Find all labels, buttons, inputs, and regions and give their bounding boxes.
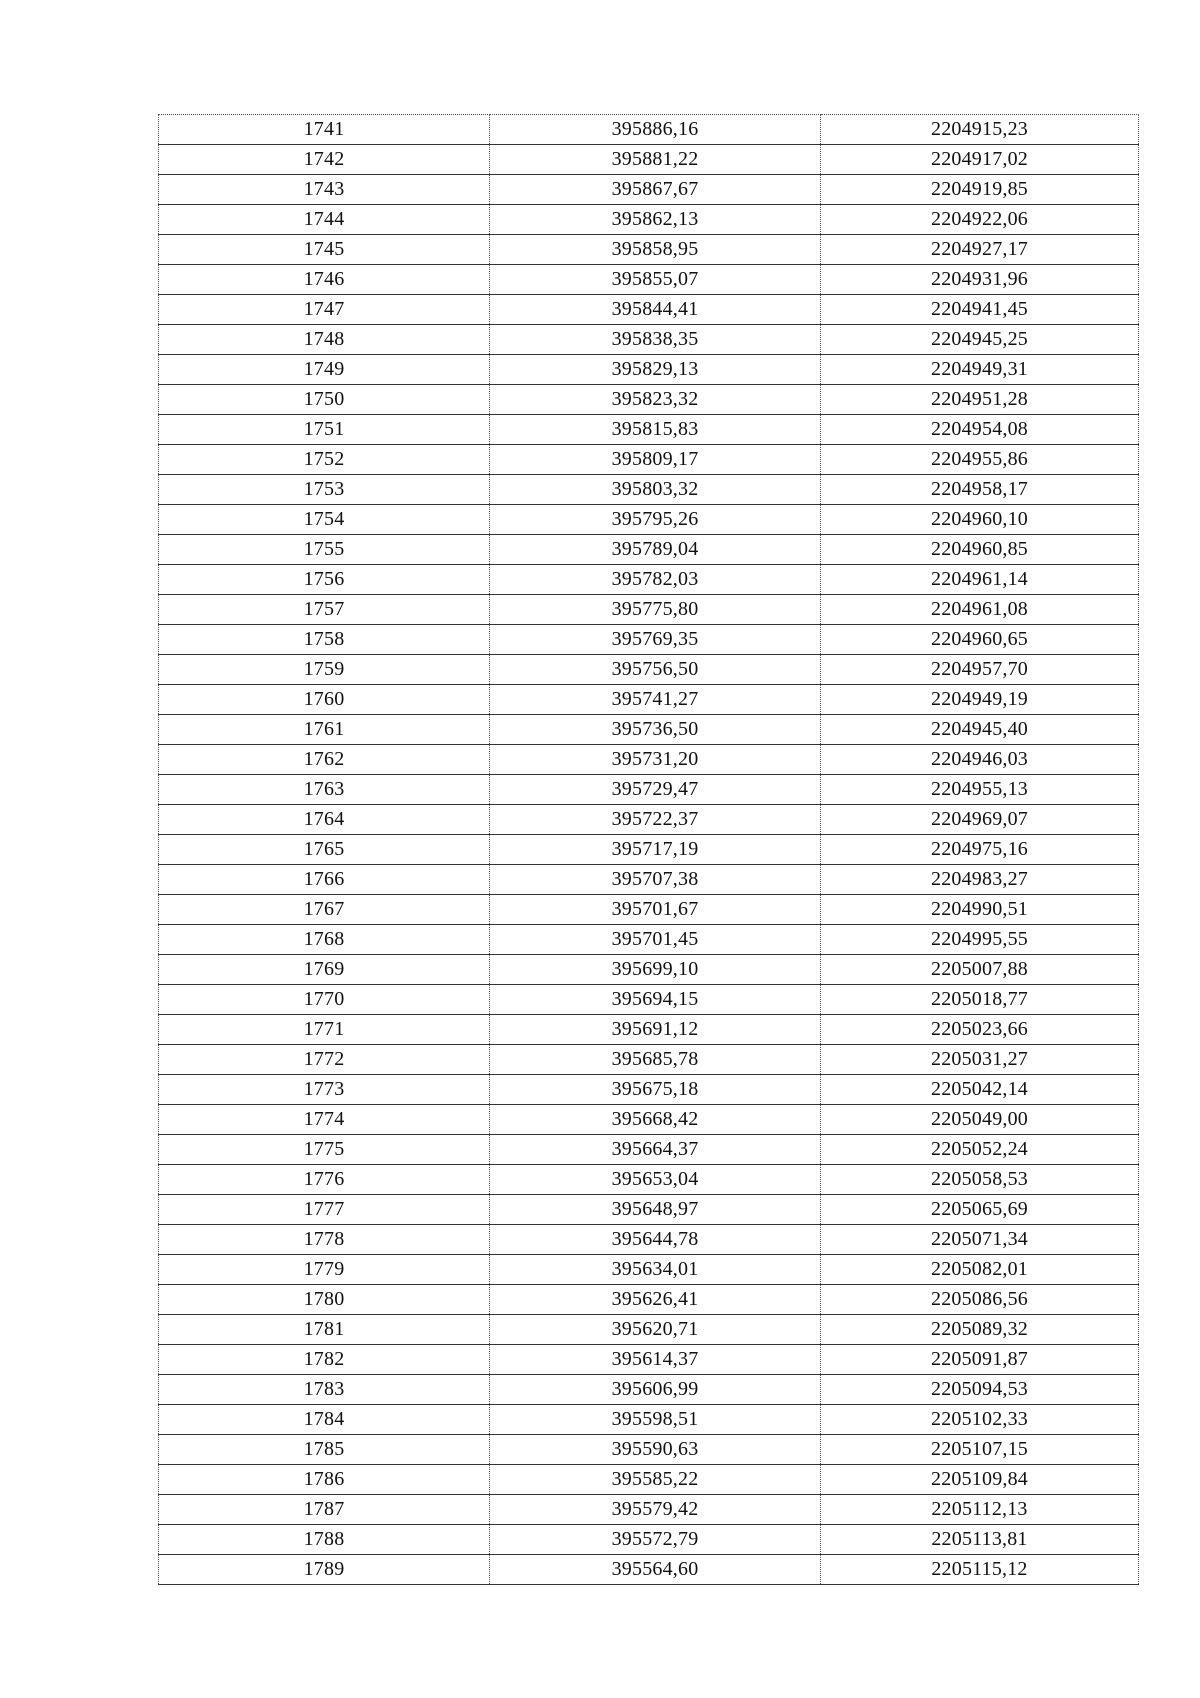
point-number-cell: 1773 [159, 1075, 490, 1105]
x-coordinate-cell: 395675,18 [490, 1075, 821, 1105]
y-coordinate-cell: 2204960,85 [821, 535, 1139, 565]
table-row [159, 985, 1139, 1015]
x-coordinate-cell: 395775,80 [490, 595, 821, 625]
table-row [159, 475, 1139, 505]
point-number-cell: 1780 [159, 1285, 490, 1315]
x-coordinate-cell: 395855,07 [490, 265, 821, 295]
y-coordinate-cell: 2204955,13 [821, 775, 1139, 805]
x-coordinate-cell: 395862,13 [490, 205, 821, 235]
point-number-cell: 1749 [159, 355, 490, 385]
x-coordinate-cell: 395717,19 [490, 835, 821, 865]
y-coordinate-cell: 2204949,19 [821, 685, 1139, 715]
x-coordinate-cell: 395729,47 [490, 775, 821, 805]
y-coordinate-cell: 2204915,23 [821, 115, 1139, 145]
x-coordinate-cell: 395809,17 [490, 445, 821, 475]
x-coordinate-cell: 395756,50 [490, 655, 821, 685]
table-row [159, 1045, 1139, 1075]
x-coordinate-cell: 395614,37 [490, 1345, 821, 1375]
x-coordinate-cell: 395634,01 [490, 1255, 821, 1285]
x-coordinate-cell: 395789,04 [490, 535, 821, 565]
point-number-cell: 1742 [159, 145, 490, 175]
y-coordinate-cell: 2205102,33 [821, 1405, 1139, 1435]
point-number-cell: 1782 [159, 1345, 490, 1375]
y-coordinate-cell: 2204961,08 [821, 595, 1139, 625]
point-number-cell: 1768 [159, 925, 490, 955]
table-row [159, 805, 1139, 835]
x-coordinate-cell: 395579,42 [490, 1495, 821, 1525]
table-row [159, 1255, 1139, 1285]
y-coordinate-cell: 2205031,27 [821, 1045, 1139, 1075]
y-coordinate-cell: 2204945,25 [821, 325, 1139, 355]
point-number-cell: 1779 [159, 1255, 490, 1285]
x-coordinate-cell: 395829,13 [490, 355, 821, 385]
x-coordinate-cell: 395590,63 [490, 1435, 821, 1465]
point-number-cell: 1775 [159, 1135, 490, 1165]
y-coordinate-cell: 2205091,87 [821, 1345, 1139, 1375]
y-coordinate-cell: 2205042,14 [821, 1075, 1139, 1105]
table-row [159, 505, 1139, 535]
table-row [159, 835, 1139, 865]
point-number-cell: 1745 [159, 235, 490, 265]
x-coordinate-cell: 395731,20 [490, 745, 821, 775]
y-coordinate-cell: 2204960,10 [821, 505, 1139, 535]
y-coordinate-cell: 2205052,24 [821, 1135, 1139, 1165]
x-coordinate-cell: 395769,35 [490, 625, 821, 655]
table-row [159, 715, 1139, 745]
point-number-cell: 1743 [159, 175, 490, 205]
y-coordinate-cell: 2204922,06 [821, 205, 1139, 235]
x-coordinate-cell: 395858,95 [490, 235, 821, 265]
y-coordinate-cell: 2204983,27 [821, 865, 1139, 895]
x-coordinate-cell: 395685,78 [490, 1045, 821, 1075]
y-coordinate-cell: 2204946,03 [821, 745, 1139, 775]
x-coordinate-cell: 395701,67 [490, 895, 821, 925]
x-coordinate-cell: 395572,79 [490, 1525, 821, 1555]
point-number-cell: 1771 [159, 1015, 490, 1045]
point-number-cell: 1765 [159, 835, 490, 865]
y-coordinate-cell: 2204995,55 [821, 925, 1139, 955]
point-number-cell: 1787 [159, 1495, 490, 1525]
x-coordinate-cell: 395664,37 [490, 1135, 821, 1165]
x-coordinate-cell: 395707,38 [490, 865, 821, 895]
point-number-cell: 1754 [159, 505, 490, 535]
y-coordinate-cell: 2204969,07 [821, 805, 1139, 835]
x-coordinate-cell: 395585,22 [490, 1465, 821, 1495]
table-row [159, 145, 1139, 175]
table-row [159, 925, 1139, 955]
y-coordinate-cell: 2205023,66 [821, 1015, 1139, 1045]
table-row [159, 1345, 1139, 1375]
point-number-cell: 1753 [159, 475, 490, 505]
point-number-cell: 1761 [159, 715, 490, 745]
table-row [159, 535, 1139, 565]
table-row [159, 775, 1139, 805]
y-coordinate-cell: 2205049,00 [821, 1105, 1139, 1135]
y-coordinate-cell: 2204917,02 [821, 145, 1139, 175]
table-row [159, 1495, 1139, 1525]
point-number-cell: 1760 [159, 685, 490, 715]
point-number-cell: 1769 [159, 955, 490, 985]
point-number-cell: 1788 [159, 1525, 490, 1555]
x-coordinate-cell: 395823,32 [490, 385, 821, 415]
point-number-cell: 1748 [159, 325, 490, 355]
coordinate-table-body [159, 115, 1139, 1585]
x-coordinate-cell: 395815,83 [490, 415, 821, 445]
point-number-cell: 1758 [159, 625, 490, 655]
table-row [159, 625, 1139, 655]
point-number-cell: 1752 [159, 445, 490, 475]
point-number-cell: 1744 [159, 205, 490, 235]
y-coordinate-cell: 2204958,17 [821, 475, 1139, 505]
table-row [159, 415, 1139, 445]
point-number-cell: 1783 [159, 1375, 490, 1405]
x-coordinate-cell: 395736,50 [490, 715, 821, 745]
y-coordinate-cell: 2205089,32 [821, 1315, 1139, 1345]
y-coordinate-cell: 2205115,12 [821, 1555, 1139, 1585]
y-coordinate-cell: 2204961,14 [821, 565, 1139, 595]
point-number-cell: 1763 [159, 775, 490, 805]
point-number-cell: 1750 [159, 385, 490, 415]
point-number-cell: 1764 [159, 805, 490, 835]
point-number-cell: 1777 [159, 1195, 490, 1225]
y-coordinate-cell: 2205007,88 [821, 955, 1139, 985]
y-coordinate-cell: 2204941,45 [821, 295, 1139, 325]
point-number-cell: 1766 [159, 865, 490, 895]
y-coordinate-cell: 2205086,56 [821, 1285, 1139, 1315]
table-row [159, 955, 1139, 985]
y-coordinate-cell: 2204951,28 [821, 385, 1139, 415]
y-coordinate-cell: 2205107,15 [821, 1435, 1139, 1465]
point-number-cell: 1774 [159, 1105, 490, 1135]
point-number-cell: 1762 [159, 745, 490, 775]
y-coordinate-cell: 2204955,86 [821, 445, 1139, 475]
table-row [159, 325, 1139, 355]
table-row [159, 685, 1139, 715]
table-row [159, 655, 1139, 685]
x-coordinate-cell: 395694,15 [490, 985, 821, 1015]
y-coordinate-cell: 2205094,53 [821, 1375, 1139, 1405]
point-number-cell: 1772 [159, 1045, 490, 1075]
x-coordinate-cell: 395598,51 [490, 1405, 821, 1435]
table-row [159, 445, 1139, 475]
x-coordinate-cell: 395867,67 [490, 175, 821, 205]
y-coordinate-cell: 2205109,84 [821, 1465, 1139, 1495]
point-number-cell: 1781 [159, 1315, 490, 1345]
x-coordinate-cell: 395838,35 [490, 325, 821, 355]
table-row [159, 565, 1139, 595]
y-coordinate-cell: 2204949,31 [821, 355, 1139, 385]
point-number-cell: 1784 [159, 1405, 490, 1435]
point-number-cell: 1747 [159, 295, 490, 325]
table-row [159, 865, 1139, 895]
x-coordinate-cell: 395668,42 [490, 1105, 821, 1135]
x-coordinate-cell: 395782,03 [490, 565, 821, 595]
table-row [159, 1225, 1139, 1255]
point-number-cell: 1778 [159, 1225, 490, 1255]
table-row [159, 1525, 1139, 1555]
point-number-cell: 1741 [159, 115, 490, 145]
y-coordinate-cell: 2204945,40 [821, 715, 1139, 745]
x-coordinate-cell: 395844,41 [490, 295, 821, 325]
point-number-cell: 1770 [159, 985, 490, 1015]
point-number-cell: 1755 [159, 535, 490, 565]
table-row [159, 295, 1139, 325]
table-row [159, 1465, 1139, 1495]
y-coordinate-cell: 2204931,96 [821, 265, 1139, 295]
x-coordinate-cell: 395699,10 [490, 955, 821, 985]
x-coordinate-cell: 395606,99 [490, 1375, 821, 1405]
point-number-cell: 1756 [159, 565, 490, 595]
x-coordinate-cell: 395795,26 [490, 505, 821, 535]
x-coordinate-cell: 395648,97 [490, 1195, 821, 1225]
point-number-cell: 1759 [159, 655, 490, 685]
y-coordinate-cell: 2205082,01 [821, 1255, 1139, 1285]
table-row [159, 1075, 1139, 1105]
table-row [159, 1105, 1139, 1135]
point-number-cell: 1746 [159, 265, 490, 295]
x-coordinate-cell: 395644,78 [490, 1225, 821, 1255]
x-coordinate-cell: 395626,41 [490, 1285, 821, 1315]
x-coordinate-cell: 395881,22 [490, 145, 821, 175]
x-coordinate-cell: 395803,32 [490, 475, 821, 505]
point-number-cell: 1789 [159, 1555, 490, 1585]
x-coordinate-cell: 395886,16 [490, 115, 821, 145]
y-coordinate-cell: 2205065,69 [821, 1195, 1139, 1225]
point-number-cell: 1785 [159, 1435, 490, 1465]
x-coordinate-cell: 395701,45 [490, 925, 821, 955]
y-coordinate-cell: 2205113,81 [821, 1525, 1139, 1555]
table-row [159, 1435, 1139, 1465]
table-row [159, 1375, 1139, 1405]
y-coordinate-cell: 2204957,70 [821, 655, 1139, 685]
point-number-cell: 1786 [159, 1465, 490, 1495]
table-row [159, 265, 1139, 295]
table-row [159, 1315, 1139, 1345]
y-coordinate-cell: 2204960,65 [821, 625, 1139, 655]
x-coordinate-cell: 395741,27 [490, 685, 821, 715]
y-coordinate-cell: 2205071,34 [821, 1225, 1139, 1255]
y-coordinate-cell: 2204927,17 [821, 235, 1139, 265]
y-coordinate-cell: 2205058,53 [821, 1165, 1139, 1195]
table-row [159, 745, 1139, 775]
y-coordinate-cell: 2204954,08 [821, 415, 1139, 445]
table-row [159, 115, 1139, 145]
coordinate-table [158, 114, 1139, 1585]
table-row [159, 1285, 1139, 1315]
y-coordinate-cell: 2205018,77 [821, 985, 1139, 1015]
point-number-cell: 1751 [159, 415, 490, 445]
table-row [159, 1195, 1139, 1225]
x-coordinate-cell: 395722,37 [490, 805, 821, 835]
table-row [159, 175, 1139, 205]
table-row [159, 235, 1139, 265]
point-number-cell: 1776 [159, 1165, 490, 1195]
table-row [159, 1015, 1139, 1045]
y-coordinate-cell: 2205112,13 [821, 1495, 1139, 1525]
point-number-cell: 1767 [159, 895, 490, 925]
table-row [159, 385, 1139, 415]
x-coordinate-cell: 395620,71 [490, 1315, 821, 1345]
table-row [159, 1165, 1139, 1195]
x-coordinate-cell: 395653,04 [490, 1165, 821, 1195]
table-row [159, 355, 1139, 385]
table-row [159, 1555, 1139, 1585]
x-coordinate-cell: 395564,60 [490, 1555, 821, 1585]
table-row [159, 1135, 1139, 1165]
table-row [159, 895, 1139, 925]
y-coordinate-cell: 2204990,51 [821, 895, 1139, 925]
x-coordinate-cell: 395691,12 [490, 1015, 821, 1045]
y-coordinate-cell: 2204919,85 [821, 175, 1139, 205]
table-row [159, 205, 1139, 235]
table-row [159, 595, 1139, 625]
table-row [159, 1405, 1139, 1435]
point-number-cell: 1757 [159, 595, 490, 625]
y-coordinate-cell: 2204975,16 [821, 835, 1139, 865]
